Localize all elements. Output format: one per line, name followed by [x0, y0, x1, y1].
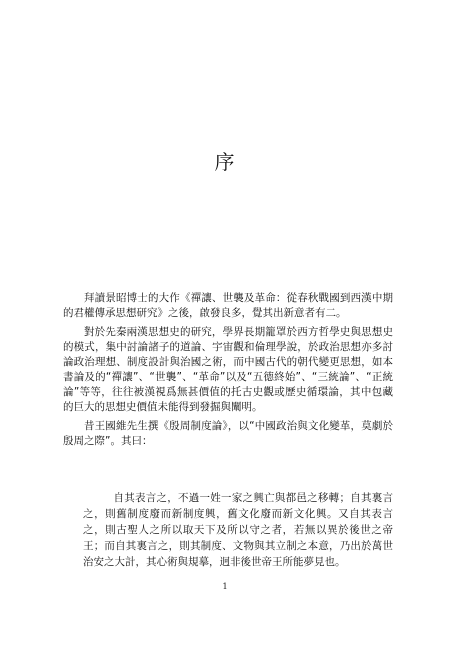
page-title: 序: [214, 150, 236, 174]
preface-body: [63, 291, 393, 453]
paragraph: 拜讀景昭博士的大作《禪讓、世襲及革命：從春秋戰國到西漢中期的君權傳承思想研究》之後，啟發良多，覺其出新意者有二。: [63, 292, 393, 319]
page-number: 1: [222, 582, 228, 591]
paragraph: 昔王國維先生撰《殷周制度論》，以“中國政治與文化變革，莫劇於殷周之際”。其曰：: [63, 420, 393, 447]
block-quote: 自其表言之，不過一姓一家之興亡與都邑之移轉；自其裏言之，則舊制度廢而新制度興，舊文化廢而新文化興。又自其表言之，則古聖人之所以取天下及所以守之者，若無以異於後世之帝王；而自其裏言之，則其制度、文物與其立制之本意，乃出於萬世治安之大計，其心術與規摹，迥非後世帝王所能夢見也。: [83, 492, 393, 568]
paragraph: 對於先秦兩漢思想史的研究，學界長期籠罩於西方哲學史與思想史的模式，集中討論諸子的道論、宇宙觀和倫理學說，於政治思想亦多討論政治理想、制度設計與治國之術，而中國古代的朝代變更思想，如本書論及的“禪讓”、“世襲”、“革命”以及“五德終始”、“三統論”、“正統論”等等，往往被漢視爲無甚價值的托古史觀或歷史循環論，其中包藏的巨大的思想史價值未能得到發掘與闡明。: [63, 326, 393, 413]
